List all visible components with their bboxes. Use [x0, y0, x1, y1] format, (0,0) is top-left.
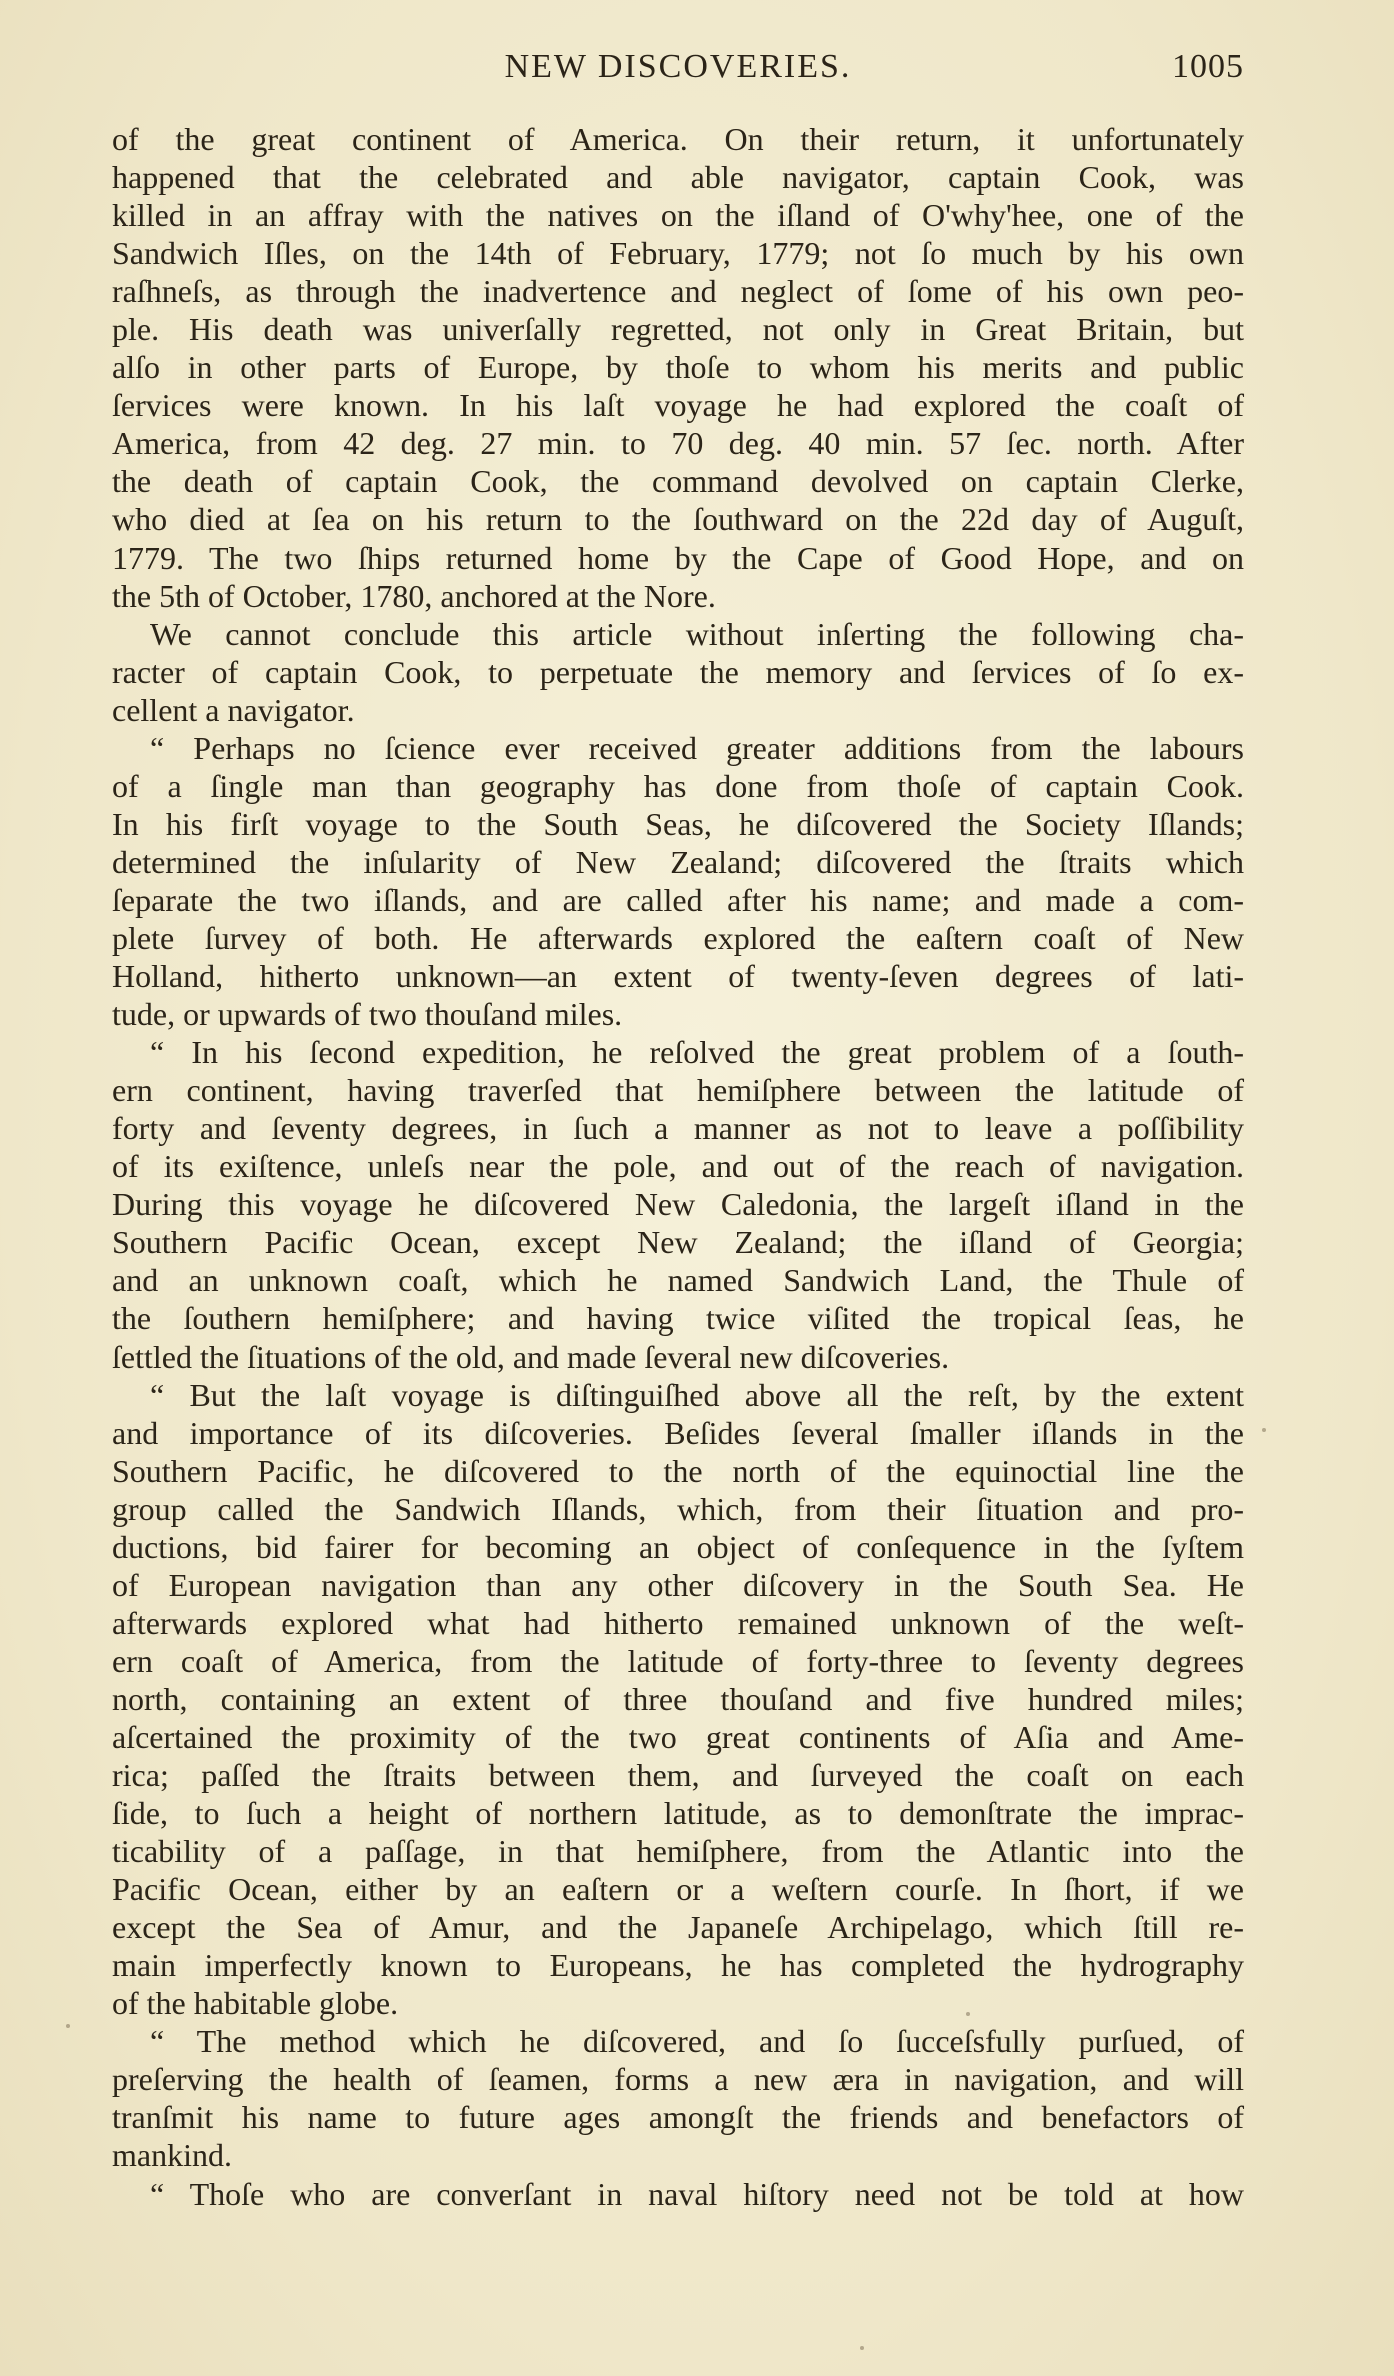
text-line: the death of captain Cook, the command devolved on captain Clerke, [112, 463, 1244, 500]
text-line: of its exiſtence, unleſs near the pole, and out of the reach of navigation. [112, 1148, 1244, 1185]
text-line: of European navigation than any other diſcovery in the South Sea. He [112, 1566, 1244, 1603]
text-line: rica; paſſed the ſtraits between them, and ſurveyed the coaſt on each [112, 1757, 1244, 1794]
text-line: main imperfectly known to Europeans, he has completed the hydrography [112, 1947, 1244, 1984]
text-line: Southern Pacific Ocean, except New Zealand; the iſland of Georgia; [112, 1224, 1244, 1261]
text-line: ern coaſt of America, from the latitude of forty-three to ſeventy degrees [112, 1642, 1244, 1679]
text-line: cellent a navigator. [112, 691, 355, 728]
text-line: north, containing an extent of three thouſand and five hundred miles; [112, 1680, 1244, 1717]
text-line: group called the Sandwich Iſlands, which, from their ſituation and pro- [112, 1490, 1244, 1527]
text-line: ticability of a paſſage, in that hemiſphere, from the Atlantic into the [112, 1833, 1244, 1870]
running-head: NEW DISCOVERIES. [504, 48, 852, 85]
text-line: the 5th of October, 1780, anchored at the Nore. [112, 577, 716, 614]
page-number: 1005 [1172, 48, 1244, 85]
paper-speck [1262, 1428, 1266, 1432]
text-line: “ But the laſt voyage is diſtinguiſhed above all the reſt, by the extent [150, 1376, 1244, 1413]
text-line: “ In his ſecond expedition, he reſolved the great problem of a ſouth- [150, 1034, 1244, 1071]
text-line: ple. His death was univerſally regretted, not only in Great Britain, but [112, 311, 1244, 348]
text-line: forty and ſeventy degrees, in ſuch a manner as not to leave a poſſibility [112, 1110, 1244, 1147]
text-line: of the habitable globe. [112, 1985, 399, 2022]
text-line: preſerving the health of ſeamen, forms a new æra in navigation, and will [112, 2061, 1244, 2098]
text-line: tude, or upwards of two thouſand miles. [112, 996, 623, 1033]
text-line: ſeparate the two iſlands, and are called after his name; and made a com- [112, 881, 1244, 918]
text-line: ductions, bid fairer for becoming an object of conſequence in the ſyſtem [112, 1528, 1244, 1565]
text-line: who died at ſea on his return to the ſouthward on the 22d day of Auguſt, [112, 501, 1244, 538]
text-line: ern continent, having traverſed that hemiſphere between the latitude of [112, 1072, 1244, 1109]
page-header [112, 48, 1244, 108]
text-line: the ſouthern hemiſphere; and having twice viſited the tropical ſeas, he [112, 1300, 1244, 1337]
text-line: of the great continent of America. On their return, it unfortunately [112, 121, 1244, 157]
paper-speck [66, 2024, 70, 2028]
text-line: mankind. [112, 2137, 232, 2174]
text-line: ſettled the ſituations of the old, and made ſeveral new diſcoveries. [112, 1338, 950, 1375]
text-line: and an unknown coaſt, which he named Sandwich Land, the Thule of [112, 1262, 1244, 1299]
text-line: raſhneſs, as through the inadvertence and neglect of ſome of his own peo- [112, 273, 1244, 310]
text-line: killed in an affray with the natives on the iſland of O'why'hee, one of the [112, 197, 1244, 234]
text-line: “ Thoſe who are converſant in naval hiſtory need not be told at how [150, 2175, 1244, 2212]
text-line: “ Perhaps no ſcience ever received greater additions from the labours [150, 729, 1244, 766]
paper-speck [966, 2012, 970, 2016]
text-line: except the Sea of Amur, and the Japaneſe Archipelago, which ſtill re- [112, 1909, 1244, 1946]
text-line: ſide, to ſuch a height of northern latitude, as to demonſtrate the imprac- [112, 1795, 1244, 1832]
text-line: Pacific Ocean, either by an eaſtern or a weſtern courſe. In ſhort, if we [112, 1871, 1244, 1908]
text-line: Holland, hitherto unknown—an extent of twenty-ſeven degrees of lati- [112, 958, 1244, 995]
text-line: America, from 42 deg. 27 min. to 70 deg. 40 min. 57 ſec. north. After [112, 425, 1244, 462]
text-line: happened that the celebrated and able navigator, captain Cook, was [112, 159, 1244, 196]
text-line: racter of captain Cook, to perpetuate the memory and ſervices of ſo ex- [112, 653, 1244, 690]
text-line: tranſmit his name to future ages amongſt the friends and benefactors of [112, 2099, 1244, 2136]
text-line: aſcertained the proximity of the two great continents of Aſia and Ame- [112, 1718, 1244, 1755]
text-line: 1779. The two ſhips returned home by the Cape of Good Hope, and on [112, 539, 1244, 576]
text-line: During this voyage he diſcovered New Caledonia, the largeſt iſland in the [112, 1186, 1244, 1223]
body-text [112, 120, 1244, 2213]
text-line: of a ſingle man than geography has done from thoſe of captain Cook. [112, 767, 1244, 804]
text-line: Sandwich Iſles, on the 14th of February, 1779; not ſo much by his own [112, 235, 1244, 272]
text-line: “ The method which he diſcovered, and ſo ſucceſsfully purſued, of [150, 2023, 1244, 2060]
text-line: In his firſt voyage to the South Seas, he diſcovered the Society Iſlands; [112, 805, 1244, 842]
text-line: Southern Pacific, he diſcovered to the north of the equinoctial line the [112, 1452, 1244, 1489]
text-line: afterwards explored what had hitherto remained unknown of the weſt- [112, 1604, 1244, 1641]
text-line: ſervices were known. In his laſt voyage he had explored the coaſt of [112, 387, 1244, 424]
paper-speck [860, 2346, 864, 2350]
text-line: plete ſurvey of both. He afterwards explored the eaſtern coaſt of New [112, 919, 1244, 956]
text-line: determined the inſularity of New Zealand; diſcovered the ſtraits which [112, 843, 1244, 880]
text-line: alſo in other parts of Europe, by thoſe to whom his merits and public [112, 349, 1244, 386]
text-line: We cannot conclude this article without inſerting the following cha- [150, 615, 1244, 652]
text-line: and importance of its diſcoveries. Beſides ſeveral ſmaller iſlands in the [112, 1414, 1244, 1451]
